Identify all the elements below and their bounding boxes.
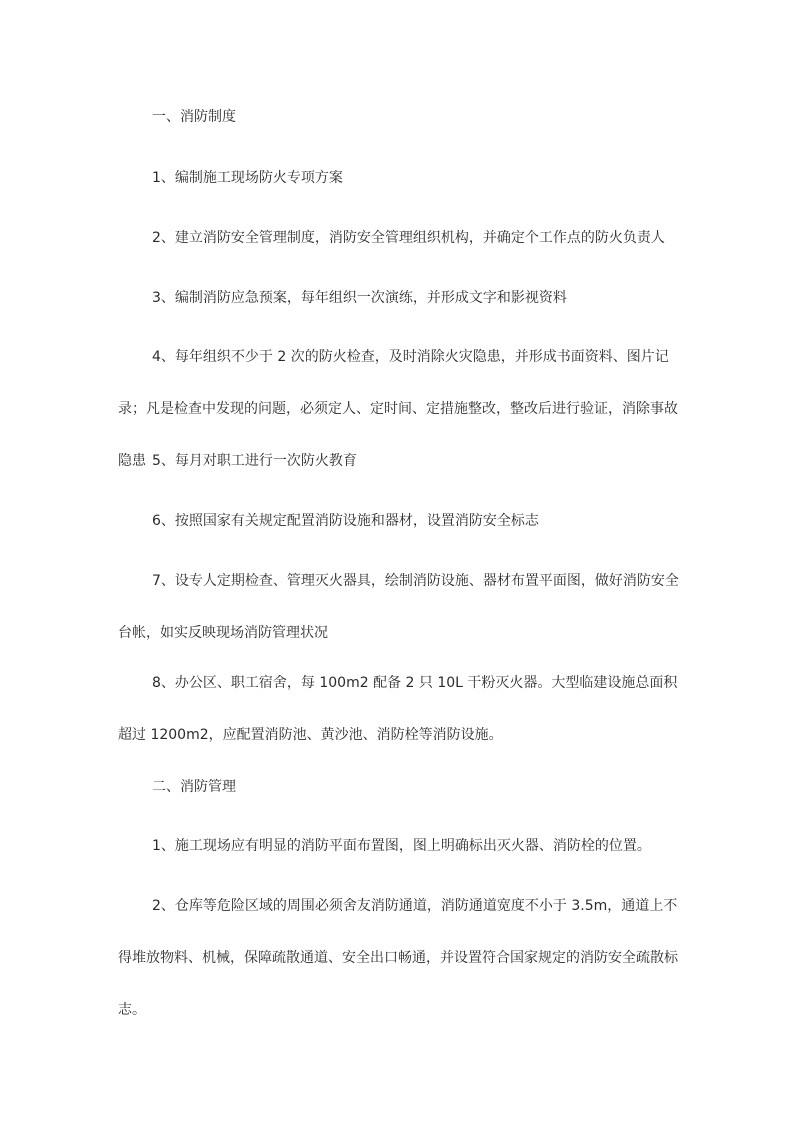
paragraph-item-3: 3、编制消防应急预案，每年组织一次演练，并形成文字和影视资料 <box>152 290 567 306</box>
paragraph-item-1: 1、编制施工现场防火专项方案 <box>152 170 343 186</box>
paragraph-mgmt-item-2: 2、仓库等危险区域的周围必须舍友消防通道，消防通道宽度不小于 3.5m，通道上不得堆放物料、机械，保障疏散通道、安全出口畅通，并设置符合国家规定的消防安全疏散标志。 <box>118 898 678 1018</box>
section-heading-fire-system: 一、消防制度 <box>152 109 236 125</box>
paragraph-item-4: 4、每年组织不少于 2 次的防火检查，及时消除火灾隐患，并形成书面资料、图片记录；凡是检查中发现的问题，必须定人、定时间、定措施整改，整改后进行验证，消除事故隐患 <box>118 349 678 469</box>
paragraph-item-8: 8、办公区、职工宿舍，每 100m2 配备 2 只 10L 干粉灭火器。大型临建设施总面积超过 1200m2，应配置消防池、黄沙池、消防栓等消防设施。 <box>118 675 678 743</box>
paragraph-mgmt-item-1: 1、施工现场应有明显的消防平面布置图，图上明确标出灭火器、消防栓的位置。 <box>152 838 651 854</box>
section-heading-fire-management: 二、消防管理 <box>152 779 236 795</box>
paragraph-item-6: 6、按照国家有关规定配置消防设施和器材，设置消防安全标志 <box>152 513 539 529</box>
paragraph-item-7: 7、设专人定期检查、管理灭火器具，绘制消防设施、器材布置平面图，做好消防安全台帐，如实反映现场消防管理状况 <box>118 573 679 641</box>
paragraph-item-2: 2、建立消防安全管理制度，消防安全管理组织机构，并确定个工作点的防火负责人 <box>152 230 665 246</box>
paragraph-item-5: 5、每月对职工进行一次防火教育 <box>152 453 357 469</box>
